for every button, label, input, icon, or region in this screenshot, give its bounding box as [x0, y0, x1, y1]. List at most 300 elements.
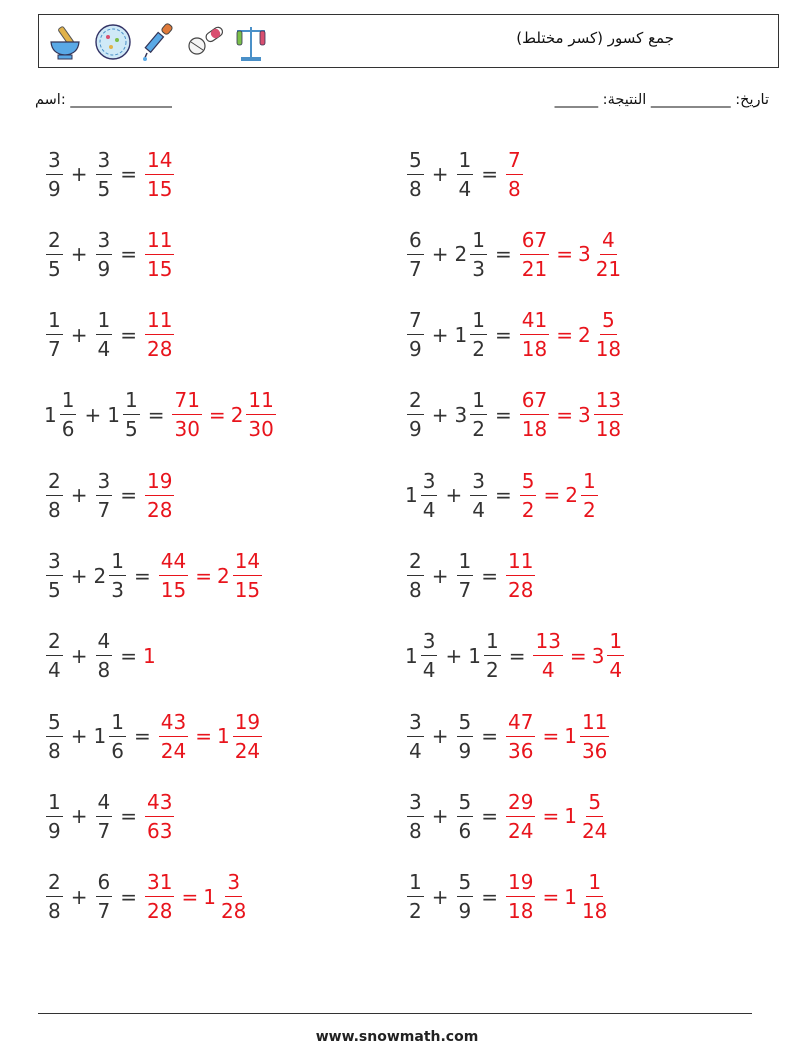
numerator: 19	[145, 471, 174, 496]
fraction	[109, 551, 126, 600]
denominator: 7	[97, 818, 111, 843]
answer	[518, 308, 625, 362]
whole-number: 1	[564, 884, 577, 909]
whole-number: 1	[564, 804, 577, 829]
fraction	[457, 551, 474, 600]
numerator: 3	[96, 230, 113, 255]
denominator: 8	[409, 578, 422, 602]
equals-sign: =	[494, 483, 512, 508]
name-field: اسم: ______________	[35, 92, 172, 108]
answer	[518, 227, 625, 281]
numerator: 11	[506, 551, 535, 576]
fraction	[421, 468, 438, 522]
denominator: 4	[609, 658, 623, 683]
fraction	[96, 629, 113, 683]
numerator: 71	[172, 390, 201, 415]
numerator: 43	[145, 792, 174, 817]
numerator: 5	[457, 872, 474, 897]
numerator: 2	[407, 551, 424, 576]
equals-sign: =	[494, 402, 512, 427]
plus-sign: +	[431, 804, 449, 829]
denominator: 18	[521, 337, 548, 362]
fraction	[457, 789, 474, 843]
denominator: 4	[422, 497, 436, 522]
numerator: 2	[46, 631, 63, 656]
whole-number: 2	[216, 563, 230, 588]
denominator: 18	[595, 337, 622, 362]
denominator: 30	[174, 417, 200, 442]
denominator: 9	[458, 899, 472, 924]
whole-number: 3	[577, 402, 591, 427]
problem-item	[405, 222, 625, 286]
whole-number: 2	[565, 483, 578, 508]
numerator: 1	[96, 310, 113, 335]
plus-sign: +	[84, 402, 102, 427]
equals-sign: =	[481, 724, 498, 749]
whole-number: 1	[405, 483, 418, 508]
mortar-pestle-icon	[45, 22, 85, 62]
problem-item	[44, 544, 264, 608]
whole-number: 2	[230, 402, 244, 427]
fraction	[581, 468, 598, 522]
problem-item	[405, 544, 537, 608]
equals-sign: =	[208, 402, 226, 427]
equals-sign: =	[120, 483, 137, 508]
fraction	[96, 227, 113, 281]
denominator: 8	[508, 176, 521, 201]
problem-item	[44, 784, 176, 848]
numerator: 19	[233, 712, 262, 737]
numerator: 11	[145, 230, 174, 255]
denominator: 8	[48, 738, 61, 763]
problem-item	[44, 704, 264, 768]
answer	[504, 551, 537, 600]
denominator: 2	[485, 658, 499, 683]
plus-sign: +	[431, 402, 449, 427]
whole-number: 1	[564, 724, 577, 749]
fraction	[46, 147, 63, 201]
plus-sign: +	[70, 643, 88, 668]
denominator: 24	[160, 738, 187, 763]
denominator: 18	[581, 899, 608, 924]
fraction	[145, 147, 174, 201]
equals-sign: =	[542, 884, 560, 909]
numerator: 3	[46, 551, 63, 576]
numerator: 3	[407, 712, 424, 737]
problem-item	[44, 383, 278, 447]
fraction	[46, 709, 63, 763]
denominator: 8	[409, 818, 422, 843]
equals-sign: =	[481, 884, 498, 909]
fraction	[46, 308, 63, 362]
fraction	[96, 789, 113, 843]
denominator: 18	[595, 417, 622, 442]
numerator: 3	[225, 872, 242, 897]
fraction	[96, 147, 113, 201]
numerator: 29	[506, 792, 535, 817]
answer	[157, 551, 264, 600]
numerator: 3	[46, 150, 63, 175]
answer	[143, 644, 157, 668]
equals-sign: =	[133, 724, 151, 749]
denominator: 15	[147, 176, 173, 201]
numerator: 14	[145, 150, 174, 175]
fraction	[520, 227, 549, 281]
numerator: 1	[457, 551, 474, 576]
whole-number: 2	[93, 563, 107, 588]
problem-item	[405, 142, 525, 206]
numerator: 43	[159, 712, 188, 737]
denominator: 28	[508, 578, 534, 602]
denominator: 7	[97, 497, 111, 522]
equals-sign: =	[133, 563, 151, 588]
fraction	[407, 870, 424, 924]
numerator: 1	[109, 551, 126, 576]
fraction	[123, 388, 140, 442]
denominator: 6	[458, 818, 472, 843]
whole-number: 3	[591, 643, 605, 668]
numerator: 4	[96, 792, 113, 817]
denominator: 9	[458, 738, 472, 763]
denominator: 2	[582, 497, 596, 522]
fraction	[594, 308, 623, 362]
numerator: 1	[470, 310, 487, 335]
whole-number: 1	[405, 643, 418, 668]
problem-item	[405, 865, 611, 929]
equals-sign: =	[494, 242, 512, 267]
fraction	[46, 227, 63, 281]
equals-sign: =	[120, 162, 137, 186]
fraction	[470, 468, 487, 522]
answer	[504, 709, 611, 763]
plus-sign: +	[431, 162, 449, 186]
plus-sign: +	[445, 643, 463, 668]
worksheet-title: جمع كسور (كسر مختلط)	[516, 29, 674, 47]
header-box	[38, 14, 779, 68]
numerator: 6	[407, 230, 424, 255]
denominator: 4	[409, 738, 422, 763]
numerator: 47	[506, 712, 535, 737]
numerator: 5	[457, 792, 474, 817]
equals-sign: =	[481, 804, 498, 829]
plus-sign: +	[70, 884, 88, 909]
answer	[143, 147, 176, 201]
fraction	[506, 709, 535, 763]
answer	[157, 709, 264, 763]
date-score-field: ______ :تاريخ: ___________ النتيجة	[554, 92, 769, 108]
fraction	[533, 629, 562, 683]
numerator: 41	[520, 310, 549, 335]
equals-sign: =	[494, 322, 512, 347]
problem-item	[405, 463, 600, 527]
problem-item	[405, 383, 625, 447]
denominator: 5	[48, 256, 61, 281]
denominator: 7	[458, 578, 472, 602]
plus-sign: +	[70, 162, 88, 186]
fraction	[96, 468, 113, 522]
plus-sign: +	[70, 483, 88, 508]
fraction	[407, 789, 424, 843]
plus-sign: +	[70, 563, 88, 588]
fraction	[233, 551, 262, 600]
answer	[504, 147, 525, 201]
numerator: 6	[96, 872, 113, 897]
fraction	[470, 227, 487, 281]
numerator: 1	[46, 792, 63, 817]
fraction	[506, 551, 535, 600]
numerator: 3	[421, 471, 438, 496]
denominator: 9	[48, 176, 61, 201]
denominator: 36	[508, 738, 534, 763]
whole-number: 1	[93, 724, 107, 749]
equals-sign: =	[120, 884, 137, 909]
fraction	[96, 870, 113, 924]
denominator: 28	[220, 899, 247, 924]
fraction	[470, 308, 487, 362]
whole-number: 1	[44, 402, 57, 427]
denominator: 4	[472, 497, 485, 522]
fraction	[407, 388, 424, 442]
problem-item	[44, 463, 176, 527]
fraction	[594, 388, 623, 442]
petri-dish-icon	[93, 22, 133, 62]
numerator: 5	[46, 712, 63, 737]
problem-item	[405, 704, 611, 768]
denominator: 4	[458, 176, 472, 201]
numerator: 2	[46, 471, 63, 496]
equals-sign: =	[481, 162, 498, 186]
fraction	[457, 709, 474, 763]
fraction	[145, 308, 174, 362]
denominator: 5	[124, 417, 138, 442]
equals-sign: =	[543, 483, 561, 508]
fraction	[594, 227, 623, 281]
plus-sign: +	[431, 242, 449, 267]
whole-number: 3	[454, 402, 468, 427]
numerator: 3	[421, 631, 438, 656]
fraction	[506, 147, 523, 201]
plus-sign: +	[70, 242, 88, 267]
answer	[143, 789, 176, 843]
footer-url: www.snowmath.com	[315, 1029, 479, 1045]
denominator: 8	[48, 899, 61, 924]
denominator: 8	[48, 497, 61, 522]
denominator: 7	[48, 337, 61, 362]
answer	[143, 227, 176, 281]
answer	[518, 468, 600, 522]
fraction	[407, 147, 424, 201]
denominator: 24	[234, 738, 261, 763]
numerator: 4	[600, 230, 617, 255]
whole-number: 2	[454, 242, 468, 267]
fraction	[46, 468, 63, 522]
equals-sign: =	[556, 322, 573, 347]
numerator: 3	[96, 471, 113, 496]
fraction	[607, 629, 624, 683]
denominator: 8	[409, 176, 422, 201]
numerator: 1	[607, 631, 624, 656]
plus-sign: +	[70, 804, 88, 829]
denominator: 4	[97, 337, 111, 362]
equals-sign: =	[120, 643, 137, 668]
whole-number: 2	[577, 322, 591, 347]
plus-sign: +	[431, 563, 449, 588]
numerator: 1	[46, 310, 63, 335]
fraction	[407, 551, 424, 600]
denominator: 9	[409, 417, 422, 442]
numerator: 3	[470, 471, 487, 496]
whole-number: 1	[454, 322, 468, 347]
denominator: 21	[521, 256, 548, 281]
numerator: 44	[159, 551, 188, 576]
denominator: 3	[472, 256, 485, 281]
fraction	[520, 388, 549, 442]
denominator: 2	[472, 417, 485, 442]
numerator: 1	[457, 150, 474, 175]
answer	[143, 308, 176, 362]
denominator: 6	[61, 417, 75, 442]
numerator: 13	[533, 631, 562, 656]
pills-icon	[185, 22, 225, 62]
fraction	[407, 709, 424, 763]
numerator: 19	[506, 872, 535, 897]
plus-sign: +	[445, 483, 463, 508]
fraction	[470, 388, 487, 442]
whole-number: 1	[143, 643, 156, 668]
fraction	[580, 789, 609, 843]
equals-sign: =	[147, 402, 165, 427]
answer	[504, 789, 611, 843]
problem-item	[44, 865, 250, 929]
numerator: 1	[484, 631, 501, 656]
problem-item	[44, 624, 157, 688]
numerator: 3	[407, 792, 424, 817]
answer	[143, 468, 176, 522]
whole-number: 1	[203, 884, 216, 909]
equals-sign: =	[569, 643, 587, 668]
fraction	[159, 551, 188, 600]
equals-sign: =	[542, 804, 560, 829]
whole-number: 1	[107, 402, 120, 427]
fraction	[109, 709, 126, 763]
denominator: 18	[521, 417, 548, 442]
fraction	[580, 870, 609, 924]
denominator: 7	[97, 899, 111, 924]
denominator: 2	[472, 337, 485, 362]
fraction	[233, 709, 262, 763]
dropper-icon	[141, 22, 177, 62]
denominator: 4	[48, 658, 61, 683]
fraction	[60, 388, 77, 442]
denominator: 9	[48, 818, 61, 843]
equals-sign: =	[508, 643, 526, 668]
denominator: 2	[521, 497, 535, 522]
footer-divider	[38, 1013, 752, 1014]
fraction	[520, 468, 537, 522]
fraction	[506, 789, 535, 843]
answer	[170, 388, 277, 442]
denominator: 8	[97, 658, 111, 683]
denominator: 4	[422, 658, 436, 683]
numerator: 11	[145, 310, 174, 335]
plus-sign: +	[431, 724, 449, 749]
denominator: 7	[409, 256, 422, 281]
numerator: 31	[145, 872, 174, 897]
numerator: 1	[470, 390, 487, 415]
numerator: 1	[470, 230, 487, 255]
equals-sign: =	[181, 884, 199, 909]
problem-item	[44, 222, 176, 286]
numerator: 1	[109, 712, 126, 737]
denominator: 6	[111, 738, 124, 763]
denominator: 63	[147, 818, 173, 843]
denominator: 5	[48, 578, 61, 602]
fraction	[407, 308, 424, 362]
denominator: 24	[508, 818, 534, 843]
denominator: 4	[541, 658, 555, 683]
plus-sign: +	[431, 884, 449, 909]
numerator: 11	[246, 390, 275, 415]
problem-item	[44, 142, 176, 206]
numerator: 1	[581, 471, 598, 496]
numerator: 11	[580, 712, 609, 737]
equals-sign: =	[120, 804, 137, 829]
denominator: 15	[147, 256, 173, 281]
numerator: 5	[520, 471, 537, 496]
numerator: 5	[407, 150, 424, 175]
whole-number: 1	[468, 643, 481, 668]
fraction	[580, 709, 609, 763]
fraction	[46, 551, 63, 600]
numerator: 2	[46, 230, 63, 255]
problem-item	[44, 303, 176, 367]
fraction	[46, 789, 63, 843]
whole-number: 3	[577, 242, 591, 267]
equals-sign: =	[195, 724, 212, 749]
denominator: 21	[595, 256, 622, 281]
fraction	[145, 789, 174, 843]
denominator: 9	[97, 256, 111, 281]
denominator: 9	[409, 337, 422, 362]
equals-sign: =	[120, 242, 137, 267]
fraction	[96, 308, 113, 362]
denominator: 28	[147, 337, 173, 362]
numerator: 13	[594, 390, 623, 415]
problem-item	[405, 784, 611, 848]
fraction	[457, 147, 474, 201]
numerator: 4	[96, 631, 113, 656]
numerator: 67	[520, 390, 549, 415]
answer	[143, 870, 250, 924]
fraction	[219, 870, 248, 924]
numerator: 2	[46, 872, 63, 897]
denominator: 18	[508, 899, 534, 924]
numerator: 2	[407, 390, 424, 415]
fraction	[159, 709, 188, 763]
plus-sign: +	[431, 322, 449, 347]
fraction	[520, 308, 549, 362]
fraction	[484, 629, 501, 683]
fraction	[506, 870, 535, 924]
fraction	[46, 629, 63, 683]
denominator: 28	[147, 497, 173, 522]
answer	[504, 870, 611, 924]
fraction	[407, 227, 424, 281]
plus-sign: +	[70, 322, 88, 347]
test-tube-rack-icon	[233, 21, 269, 63]
numerator: 7	[506, 150, 523, 175]
fraction	[246, 388, 275, 442]
